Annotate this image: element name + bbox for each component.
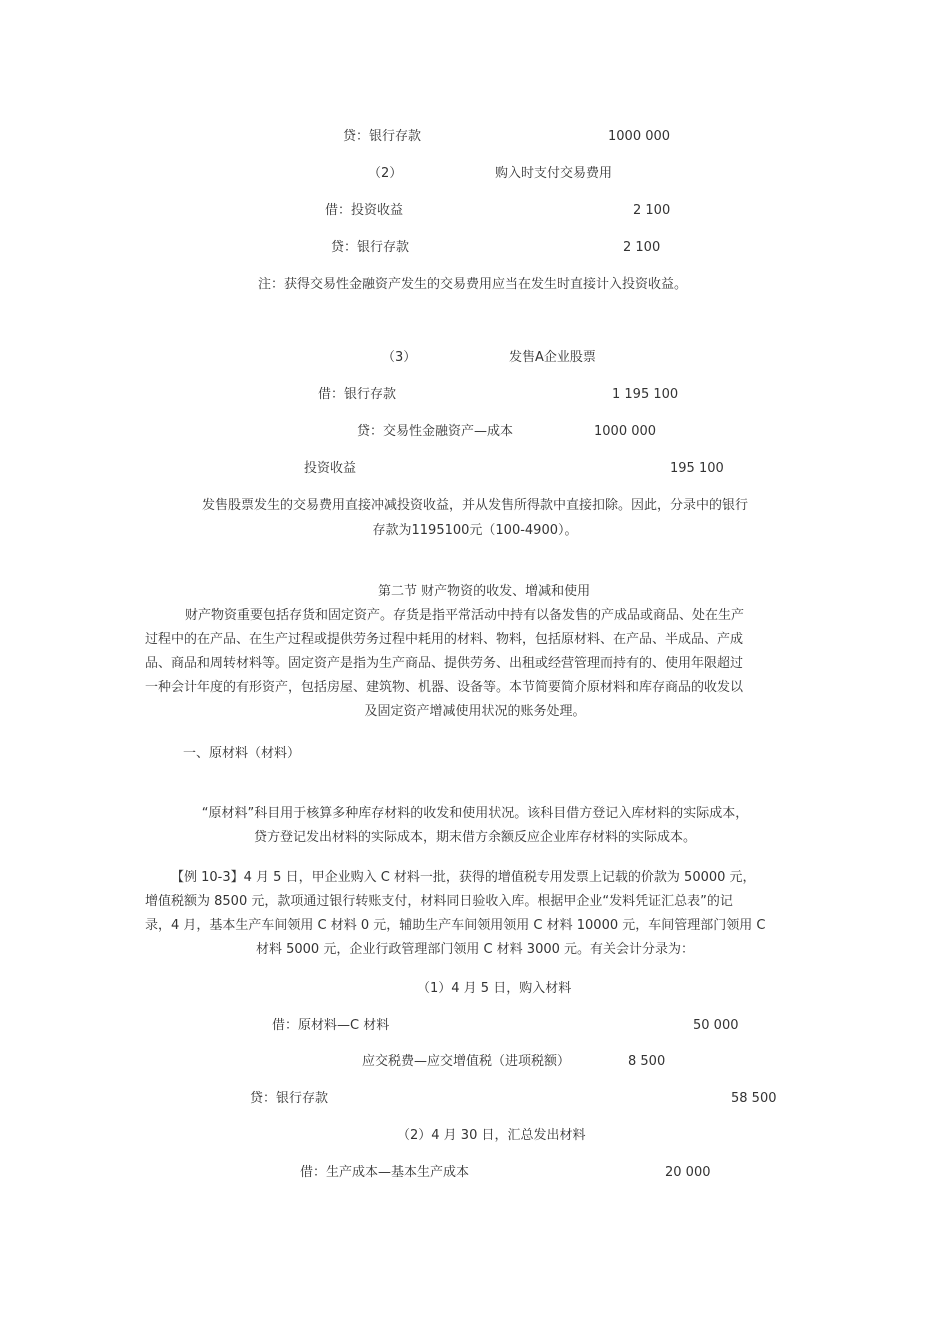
debit-invest-label: 借：投资收益 <box>325 203 404 218</box>
credit-bank2-label: 贷：银行存款 <box>331 240 410 255</box>
credit-bank2-amount: 2 100 <box>623 240 661 255</box>
invest-income-label: 投资收益 <box>304 461 357 476</box>
entry-step1: （1）4 月 5 日，购入材料 <box>417 981 572 996</box>
paragraph-line: 品、商品和周转材料等。固定资产是指为生产商品、提供劳务、出租或经营管理而持有的、使用年限超过 <box>145 656 744 671</box>
debit-bank-label: 借：银行存款 <box>318 387 397 402</box>
paragraph-line: 增值税额为 8500 元，款项通过银行转账支付，材料同日验收入库。根据甲企业“发料凭证汇总表”的记 <box>145 894 733 909</box>
credit-bank3-amount: 58 500 <box>731 1091 777 1106</box>
paragraph-line: 贷方登记发出材料的实际成本，期末借方余额反应企业库存材料的实际成本。 <box>253 830 696 845</box>
credit-tfa-label: 贷：交易性金融资产—成本 <box>357 424 514 439</box>
sale-explanation-line1: 发售股票发生的交易费用直接冲减投资收益，并从发售所得款中直接扣除。因此，分录中的银行 <box>201 498 748 513</box>
paragraph-line: 及固定资产增减使用状况的账务处理。 <box>364 704 586 719</box>
example-10-3-paragraph <box>145 866 805 962</box>
step2-description: 购入时支付交易费用 <box>495 166 613 181</box>
debit-production-label: 借：生产成本—基本生产成本 <box>300 1165 470 1180</box>
debit-raw-material-amount: 50 000 <box>693 1018 739 1033</box>
vat-amount: 8 500 <box>628 1054 666 1069</box>
step3-description: 发售A企业股票 <box>509 350 596 365</box>
debit-invest-amount: 2 100 <box>633 203 671 218</box>
heading-raw-materials: 一、原材料（材料） <box>183 746 301 761</box>
transaction-fee-note: 注：获得交易性金融资产发生的交易费用应当在发生时直接计入投资收益。 <box>258 277 688 292</box>
paragraph-line: 财产物资重要包括存货和固定资产。存货是指平常活动中持有以备发售的产成品或商品、处在生产 <box>185 608 745 623</box>
paragraph-line: 过程中的在产品、在生产过程或提供劳务过程中耗用的材料、物料，包括原材料、在产品、半成品、产成 <box>145 632 744 647</box>
credit-bank-label: 贷：银行存款 <box>343 129 422 144</box>
step2-number: （2） <box>368 166 403 181</box>
debit-bank-amount: 1 195 100 <box>612 387 679 402</box>
invest-income-amount: 195 100 <box>670 461 724 476</box>
debit-raw-material-label: 借：原材料—C 材料 <box>272 1018 390 1033</box>
section-intro-paragraph <box>145 604 805 724</box>
vat-label: 应交税费—应交增值税（进项税额） <box>362 1054 571 1069</box>
raw-materials-paragraph <box>145 802 805 850</box>
paragraph-line: 录，4 月，基本生产车间领用 C 材料 0 元，辅助生产车间领用领用 C 材料 10000 元，车间管理部门领用 C <box>145 918 766 933</box>
entry-step2: （2）4 月 30 日，汇总发出材料 <box>397 1128 586 1143</box>
paragraph-line: “原材料”科目用于核算多种库存材料的收发和使用状况。该科目借方登记入库材料的实际成本， <box>201 806 749 821</box>
step3-number: （3） <box>382 350 417 365</box>
paragraph-line: 【例 10-3】4 月 5 日，甲企业购入 C 材料一批，获得的增值税专用发票上记载的价款为 50000 元， <box>171 870 756 885</box>
credit-bank-amount: 1000 000 <box>608 129 671 144</box>
paragraph-line: 一种会计年度的有形资产，包括房屋、建筑物、机器、设备等。本节简要简介原材料和库存商品的收发以 <box>145 680 744 695</box>
paragraph-line: 材料 5000 元，企业行政管理部门领用 C 材料 3000 元。有关会计分录为： <box>255 942 695 957</box>
section-title: 第二节 财产物资的收发、增减和使用 <box>378 584 591 599</box>
credit-tfa-amount: 1000 000 <box>594 424 657 439</box>
debit-production-amount: 20 000 <box>665 1165 711 1180</box>
sale-explanation-line2: 存款为1195100元（100-4900）。 <box>372 523 578 538</box>
credit-bank3-label: 贷：银行存款 <box>250 1091 329 1106</box>
